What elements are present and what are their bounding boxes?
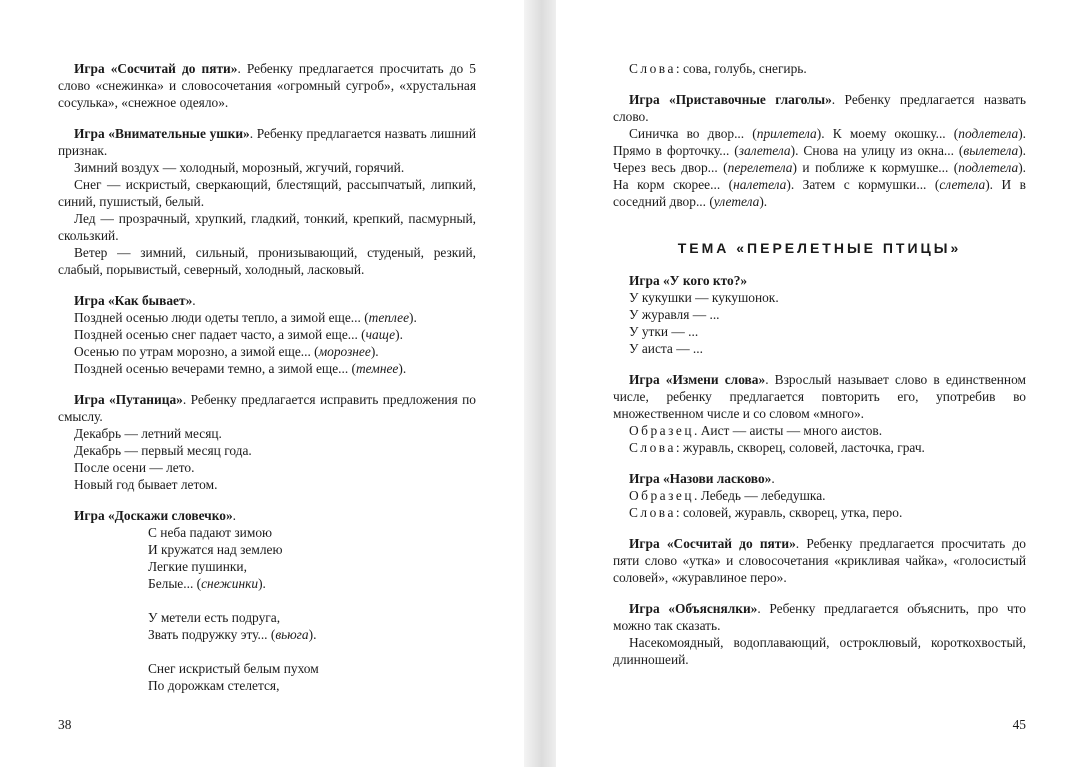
game-title: Игра «Измени слова» xyxy=(629,372,766,387)
page-number: 38 xyxy=(58,717,72,732)
words-line: Слова: журавль, скворец, соловей, ласточка, грач. xyxy=(629,440,925,455)
answer-word: подлетела xyxy=(958,160,1019,175)
poem-line: Звать подружку эту... (вьюга). xyxy=(148,627,317,642)
game-title: Игра «Внимательные ушки» xyxy=(74,126,250,141)
list-item: Зимний воздух — холодный, морозный, жгучий, горячий. xyxy=(74,160,405,175)
poem-line: Легкие пушинки, xyxy=(148,559,247,574)
story-text: Синичка во двор... ( xyxy=(629,126,757,141)
list-item: Насекомоядный, водоплавающий, остроклювый, короткохвостый, длинношеий. xyxy=(613,635,1026,667)
story-text: ). На корм скорее... ( xyxy=(613,160,1026,192)
list-item: Декабрь — первый месяц года. xyxy=(74,443,252,458)
game-title: Игра «Объяснялки» xyxy=(629,601,758,616)
story-text: ). К моему окошку... ( xyxy=(816,126,959,141)
game-title: Игра «Путаница» xyxy=(74,392,183,407)
list-item: У кукушки — кукушонок. xyxy=(629,290,779,305)
list-item: Поздней осенью люди одеты тепло, а зимой еще... (теплее). xyxy=(74,310,417,325)
game-change-words: Игра «Измени слова». Взрослый называет слово в единственном числе, ребенку предлагается повторить его, употребив во множественном числе и со словом «много». xyxy=(613,372,1027,421)
page-number: 45 xyxy=(1012,717,1026,732)
list-item: У аиста — ... xyxy=(629,341,703,356)
right-page xyxy=(556,0,1078,767)
poem-line: У метели есть подруга, xyxy=(148,610,281,625)
story-text: ). И в соседний двор... ( xyxy=(613,177,1026,209)
list-item: Снег — искристый, сверкающий, блестящий, рассыпчатый, липкий, синий, пушистый, белый. xyxy=(58,177,476,209)
poem-line: И кружатся над землею xyxy=(148,542,283,557)
left-page xyxy=(0,0,524,767)
story-text: ) и поближе к кормушке... ( xyxy=(792,160,959,175)
poem-line: Снег искристый белым пухом xyxy=(148,661,319,676)
game-explainers: Игра «Объяснялки». Ребенку предлагается объяснить, про что можно так сказать. xyxy=(613,601,1026,633)
list-item: Поздней осенью снег падает часто, а зимой еще... (чаще). xyxy=(74,327,403,342)
list-item: Лед — прозрачный, хрупкий, гладкий, тонкий, крепкий, пасмурный, скользкий. xyxy=(58,211,476,243)
answer-word: залетела xyxy=(738,143,791,158)
poem-line: По дорожкам стелется, xyxy=(148,678,280,693)
list-item: Осенью по утрам морозно, а зимой еще... (морознее). xyxy=(74,344,379,359)
sample-line: Образец. Лебедь — лебедушка. xyxy=(629,488,826,503)
game-story xyxy=(613,125,1026,210)
book-gutter xyxy=(524,0,556,767)
list-item: Новый год бывает летом. xyxy=(74,477,218,492)
sample-line: Образец. Аист — аисты — много аистов. xyxy=(629,423,883,438)
answer-word: улетела xyxy=(713,194,760,209)
story-text: ). Затем с кормушки... ( xyxy=(786,177,940,192)
list-item: У утки — ... xyxy=(629,324,699,339)
answer-word: подлетела xyxy=(958,126,1019,141)
story-text: ). xyxy=(759,194,768,209)
list-item: Декабрь — летний месяц. xyxy=(74,426,222,441)
game-count-to-five: Игра «Сосчитай до пяти». Ребенку предлагается просчитать до 5 слово «снежинка» и словосочетания «огромный сугроб», «хрустальная сосулька», «снежное одеяло». xyxy=(58,61,476,110)
answer-word: перелетела xyxy=(727,160,793,175)
words-line: Слова: сова, голубь, снегирь. xyxy=(629,61,807,76)
poem-line: С неба падают зимою xyxy=(148,525,273,540)
theme-heading: ТЕМА «ПЕРЕЛЕТНЫЕ ПТИЦЫ» xyxy=(677,240,962,256)
answer-word: вылетела xyxy=(963,143,1019,158)
game-prefix-verbs: Игра «Приставочные глаголы». Ребенку предлагается назвать слово. xyxy=(613,92,1026,124)
game-title: Игра «Приставочные глаголы» xyxy=(629,92,832,107)
words-line: Слова: соловей, журавль, скворец, утка, перо. xyxy=(629,505,903,520)
list-item: После осени — лето. xyxy=(74,460,195,475)
story-text: ). Прямо в форточку... ( xyxy=(613,126,1026,158)
game-attentive-ears: Игра «Внимательные ушки». Ребенку предлагается назвать лишний признак. xyxy=(58,126,477,158)
game-name-affectionately: Игра «Назови ласково». xyxy=(629,471,775,486)
game-title: Игра «Назови ласково» xyxy=(629,471,772,486)
list-item: У журавля — ... xyxy=(629,307,720,322)
game-how-it-is: Игра «Как бывает». xyxy=(74,293,196,308)
game-who-has-whom xyxy=(613,272,1026,289)
answer-word: налетела xyxy=(733,177,787,192)
story-text: ). Через весь двор... ( xyxy=(613,143,1026,175)
game-title: Игра «У кого кто?» xyxy=(629,273,748,288)
game-count-to-five: Игра «Сосчитай до пяти». Ребенку предлагается просчитать до пяти слово «утка» и словосочетания «крикливая чайка», «голосистый соловей», «журавлиное перо». xyxy=(613,536,1026,585)
list-item: Ветер — зимний, сильный, пронизывающий, студеный, резкий, слабый, порывистый, северный, холодный, ласковый. xyxy=(58,245,476,277)
game-title: Игра «Доскажи словечко» xyxy=(74,508,233,523)
story-text: ). Снова на улицу из окна... ( xyxy=(790,143,964,158)
poem-line: Белые... (снежинки). xyxy=(148,576,266,591)
answer-word: прилетела xyxy=(756,126,817,141)
answer-word: слетела xyxy=(939,177,986,192)
game-finish-the-word: Игра «Доскажи словечко». xyxy=(74,508,237,523)
list-item: Поздней осенью вечерами темно, а зимой еще... (темнее). xyxy=(74,361,407,376)
game-title: Игра «Как бывает» xyxy=(74,293,193,308)
game-title: Игра «Сосчитай до пяти» xyxy=(629,536,796,551)
game-confusion: Игра «Путаница». Ребенку предлагается исправить предложения по смыслу. xyxy=(58,392,476,424)
game-title: Игра «Сосчитай до пяти» xyxy=(74,61,238,76)
